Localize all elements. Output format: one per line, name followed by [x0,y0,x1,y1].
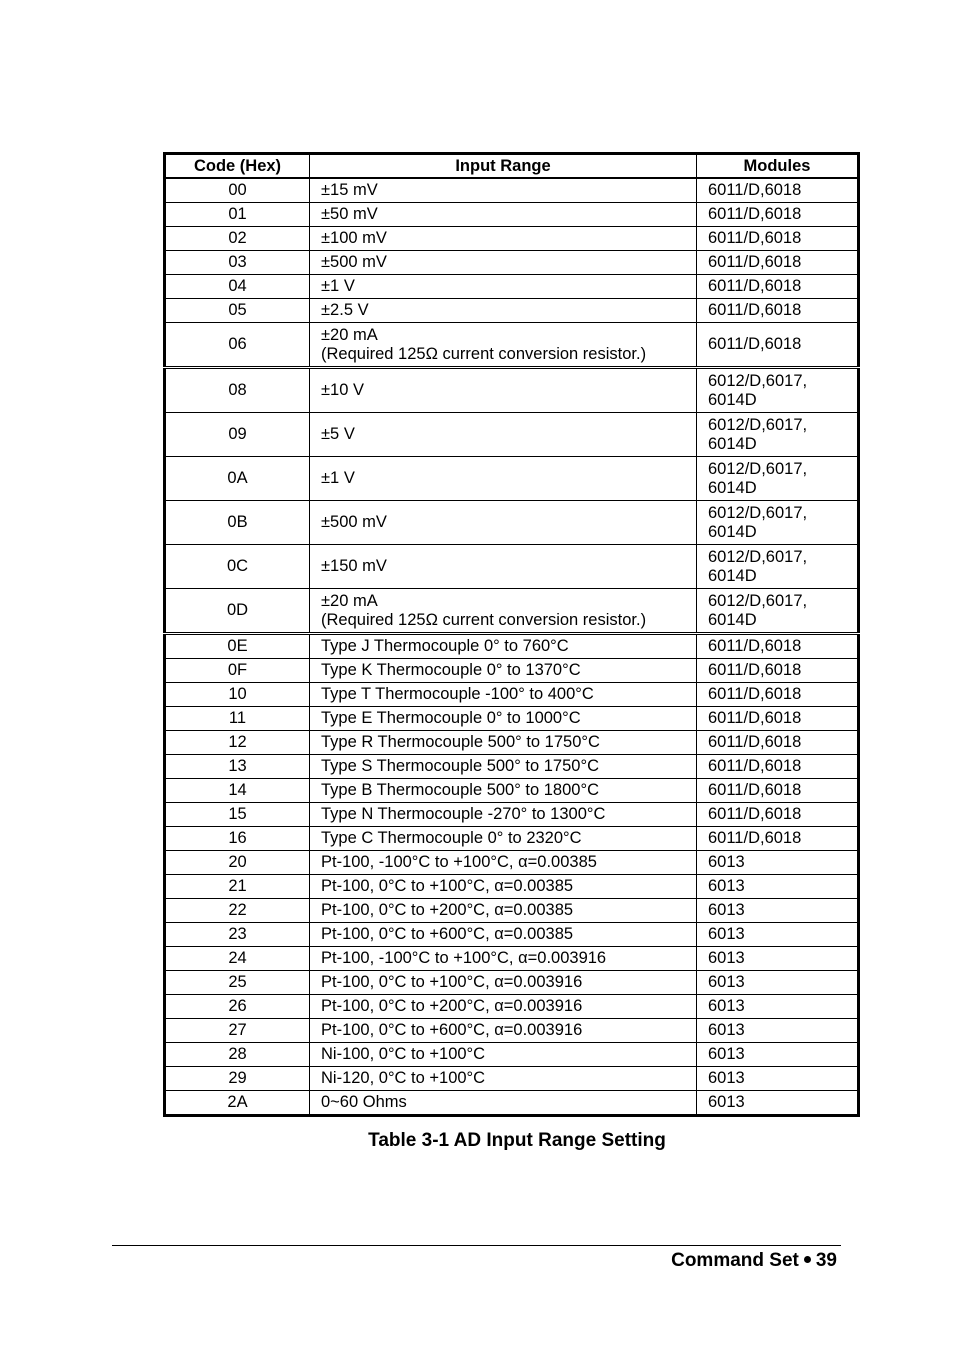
input-range-text: Type R Thermocouple 500° to 1750°C [321,733,600,751]
input-range-text: ±20 mA [321,591,378,610]
modules-text: 6011/D,6018 [708,661,802,679]
modules-text: 6011/D,6018 [708,733,802,751]
input-range-text: ±2.5 V [321,301,369,319]
input-range-note: (Required 125Ω current conversion resistor.) [321,610,647,629]
cell-input-range [310,413,697,457]
modules-text: 6011/D,6018 [708,781,802,799]
input-range-text: ±500 mV [321,253,387,271]
cell-code: 04 [165,275,310,299]
cell-code: 0F [165,659,310,683]
cell-code: 05 [165,299,310,323]
cell-code: 26 [165,995,310,1019]
cell-input-range [310,779,697,803]
table-row [165,1019,859,1043]
cell-modules [697,779,859,803]
modules-text: 6011/D,6018 [708,829,802,847]
modules-text: 6013 [708,1021,745,1039]
bullet-icon [804,1256,811,1263]
table-row [165,1091,859,1116]
input-range-text: ±15 mV [321,181,378,199]
cell-modules [697,755,859,779]
modules-text: 6012/D,6017, [708,371,808,390]
cell-code: 29 [165,1067,310,1091]
modules-text-line2: 6014D [708,610,757,629]
cell-input-range [310,501,697,545]
cell-code: 0B [165,501,310,545]
input-range-text: ±10 V [321,381,364,399]
table-row [165,545,859,589]
cell-input-range [310,457,697,501]
cell-modules [697,851,859,875]
table-row [165,659,859,683]
modules-text: 6011/D,6018 [708,253,802,271]
modules-text: 6011/D,6018 [708,709,802,727]
modules-text: 6012/D,6017, [708,415,808,434]
cell-input-range [310,827,697,851]
cell-modules [697,971,859,995]
cell-input-range [310,1091,697,1116]
table-row [165,501,859,545]
cell-modules [697,545,859,589]
cell-input-range [310,1019,697,1043]
input-range-note: (Required 125Ω current conversion resistor.) [321,344,647,363]
cell-modules [697,368,859,413]
table-row [165,827,859,851]
cell-input-range [310,368,697,413]
input-range-text: Pt-100, 0°C to +100°C, α=0.00385 [321,877,574,895]
cell-code: 03 [165,251,310,275]
footer-rule [112,1245,841,1246]
cell-modules [697,683,859,707]
cell-input-range [310,545,697,589]
cell-modules [697,251,859,275]
input-range-text: ±500 mV [321,513,387,531]
input-range-text: Type N Thermocouple -270° to 1300°C [321,805,606,823]
footer-section-title: Command Set [671,1250,799,1271]
cell-code: 20 [165,851,310,875]
input-range-table [163,152,860,1117]
modules-text: 6013 [708,853,745,871]
cell-modules [697,227,859,251]
cell-code: 09 [165,413,310,457]
modules-text: 6011/D,6018 [708,757,802,775]
cell-input-range [310,899,697,923]
table-row [165,875,859,899]
cell-code: 12 [165,731,310,755]
cell-modules [697,203,859,227]
input-range-text: Pt-100, 0°C to +200°C, α=0.003916 [321,997,583,1015]
modules-text: 6011/D,6018 [708,685,802,703]
table-row [165,731,859,755]
input-range-text: ±150 mV [321,557,387,575]
modules-text: 6013 [708,997,745,1015]
cell-input-range [310,299,697,323]
cell-input-range [310,178,697,203]
cell-modules [697,323,859,368]
cell-code: 16 [165,827,310,851]
modules-text: 6012/D,6017, [708,547,808,566]
modules-text: 6011/D,6018 [708,301,802,319]
table-row [165,923,859,947]
input-range-text: ±20 mA [321,325,378,344]
table-row [165,275,859,299]
table-row [165,203,859,227]
header-modules: Modules [697,154,859,179]
modules-text: 6012/D,6017, [708,459,808,478]
input-range-text: ±1 V [321,469,355,487]
cell-input-range [310,251,697,275]
table-row [165,457,859,501]
cell-code: 10 [165,683,310,707]
modules-text: 6013 [708,973,745,991]
input-range-text: Pt-100, 0°C to +100°C, α=0.003916 [321,973,583,991]
input-range-text: Pt-100, -100°C to +100°C, α=0.003916 [321,949,607,967]
cell-code: 0E [165,634,310,659]
cell-modules [697,275,859,299]
cell-code: 28 [165,1043,310,1067]
cell-code: 11 [165,707,310,731]
cell-input-range [310,203,697,227]
modules-text: 6013 [708,1045,745,1063]
cell-input-range [310,707,697,731]
table-row [165,368,859,413]
input-range-text: ±1 V [321,277,355,295]
cell-input-range [310,731,697,755]
cell-modules [697,634,859,659]
cell-code: 13 [165,755,310,779]
modules-text: 6013 [708,877,745,895]
cell-input-range [310,659,697,683]
cell-modules [697,947,859,971]
table-row [165,803,859,827]
header-input-range: Input Range [310,154,697,179]
cell-input-range [310,275,697,299]
table-row [165,971,859,995]
cell-code: 08 [165,368,310,413]
modules-text: 6012/D,6017, [708,503,808,522]
input-range-text: ±50 mV [321,205,378,223]
cell-input-range [310,923,697,947]
cell-code: 15 [165,803,310,827]
cell-code: 27 [165,1019,310,1043]
cell-code: 14 [165,779,310,803]
table-row [165,947,859,971]
table-row [165,779,859,803]
table-row [165,227,859,251]
modules-text: 6011/D,6018 [708,229,802,247]
modules-text: 6011/D,6018 [708,637,802,655]
input-range-text: Type J Thermocouple 0° to 760°C [321,637,569,655]
table-row [165,178,859,203]
input-range-text: Ni-100, 0°C to +100°C [321,1045,486,1063]
modules-text-line2: 6014D [708,522,757,541]
cell-modules [697,589,859,634]
table-row [165,299,859,323]
table-row [165,1067,859,1091]
cell-modules [697,707,859,731]
input-range-text: 0~60 Ohms [321,1093,407,1111]
cell-modules [697,803,859,827]
modules-text: 6013 [708,1069,745,1087]
cell-input-range [310,851,697,875]
table-row [165,755,859,779]
cell-code: 24 [165,947,310,971]
modules-text: 6013 [708,925,745,943]
input-range-text: Pt-100, -100°C to +100°C, α=0.00385 [321,853,597,871]
input-range-text: Type E Thermocouple 0° to 1000°C [321,709,581,727]
cell-code: 00 [165,178,310,203]
table-row [165,683,859,707]
cell-input-range [310,875,697,899]
cell-modules [697,731,859,755]
cell-modules [697,413,859,457]
cell-input-range [310,227,697,251]
table-row [165,634,859,659]
cell-code: 2A [165,1091,310,1116]
cell-modules [697,299,859,323]
cell-code: 23 [165,923,310,947]
cell-input-range [310,803,697,827]
cell-code: 06 [165,323,310,368]
cell-input-range [310,971,697,995]
cell-code: 01 [165,203,310,227]
cell-modules [697,1067,859,1091]
cell-modules [697,1091,859,1116]
cell-code: 02 [165,227,310,251]
modules-text: 6011/D,6018 [708,277,802,295]
table-row [165,251,859,275]
input-range-text: Type B Thermocouple 500° to 1800°C [321,781,599,799]
cell-modules [697,457,859,501]
cell-code: 21 [165,875,310,899]
modules-text: 6011/D,6018 [708,335,802,353]
modules-text-line2: 6014D [708,566,757,585]
modules-text: 6013 [708,901,745,919]
table-row [165,995,859,1019]
modules-text-line2: 6014D [708,390,757,409]
cell-input-range [310,1067,697,1091]
page-footer [671,1250,837,1272]
cell-modules [697,1019,859,1043]
cell-modules [697,659,859,683]
table-row [165,707,859,731]
cell-input-range [310,323,697,368]
table-row [165,413,859,457]
cell-modules [697,899,859,923]
modules-text: 6011/D,6018 [708,805,802,823]
table-row [165,851,859,875]
cell-input-range [310,947,697,971]
cell-code: 0A [165,457,310,501]
cell-input-range [310,683,697,707]
modules-text: 6012/D,6017, [708,591,808,610]
page-number: 39 [815,1250,837,1271]
cell-input-range [310,1043,697,1067]
input-range-text: Type T Thermocouple -100° to 400°C [321,685,594,703]
cell-input-range [310,995,697,1019]
input-range-text: Type K Thermocouple 0° to 1370°C [321,661,581,679]
cell-modules [697,995,859,1019]
cell-modules [697,827,859,851]
cell-code: 0C [165,545,310,589]
table-row [165,899,859,923]
table-row [165,1043,859,1067]
input-range-text: Pt-100, 0°C to +200°C, α=0.00385 [321,901,574,919]
cell-modules [697,1043,859,1067]
cell-code: 25 [165,971,310,995]
table-row [165,323,859,368]
cell-modules [697,501,859,545]
cell-modules [697,875,859,899]
cell-input-range [310,589,697,634]
cell-code: 0D [165,589,310,634]
input-range-text: ±100 mV [321,229,387,247]
input-range-text: Type S Thermocouple 500° to 1750°C [321,757,599,775]
table-caption: Table 3-1 AD Input Range Setting [368,1130,666,1151]
modules-text: 6011/D,6018 [708,205,802,223]
modules-text-line2: 6014D [708,434,757,453]
cell-modules [697,178,859,203]
input-range-text: Type C Thermocouple 0° to 2320°C [321,829,582,847]
modules-text: 6013 [708,949,745,967]
table-header-row [165,154,859,179]
input-range-text: Pt-100, 0°C to +600°C, α=0.003916 [321,1021,583,1039]
cell-input-range [310,755,697,779]
modules-text: 6011/D,6018 [708,181,802,199]
input-range-text: Pt-100, 0°C to +600°C, α=0.00385 [321,925,574,943]
table-row [165,589,859,634]
cell-modules [697,923,859,947]
cell-input-range [310,634,697,659]
cell-code: 22 [165,899,310,923]
header-code: Code (Hex) [165,154,310,179]
table-body [165,178,859,1116]
modules-text: 6013 [708,1093,745,1111]
modules-text-line2: 6014D [708,478,757,497]
input-range-text: Ni-120, 0°C to +100°C [321,1069,486,1087]
input-range-text: ±5 V [321,425,355,443]
